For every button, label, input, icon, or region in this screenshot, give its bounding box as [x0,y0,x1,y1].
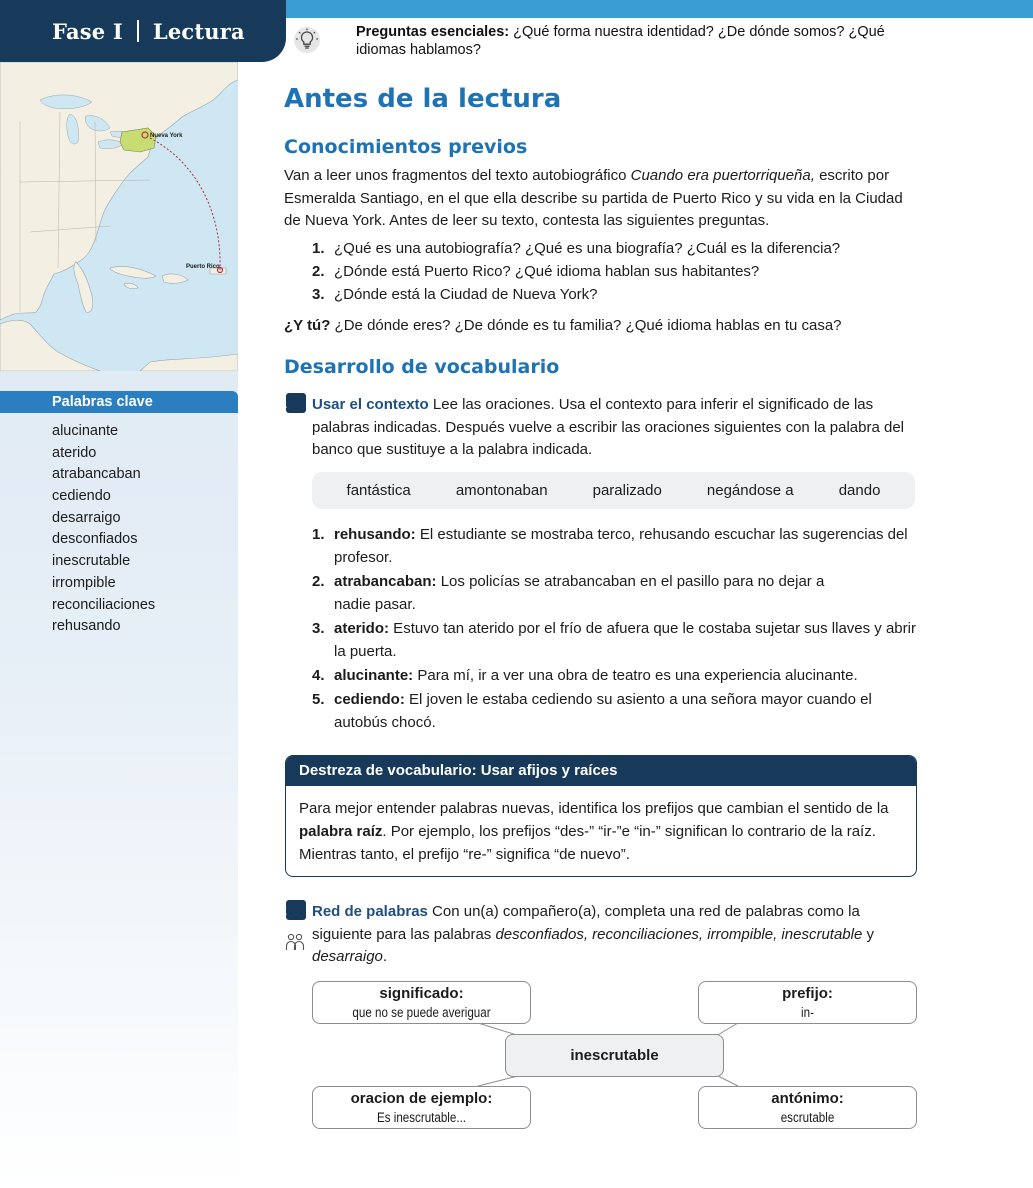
key-word: rehusando [52,618,121,635]
item-text: ¿Qué es una autobiografía? ¿Qué es una biografía? ¿Cuál es la diferencia? [334,240,841,257]
item-text: El estudiante se mostraba terco, rehusando escuchar las sugerencias del profesor. [334,526,908,566]
key-word: desarraigo [52,509,121,526]
skill-body [286,786,916,866]
vocab-word: rehusando: [334,526,416,543]
step-1 [279,393,918,462]
key-word: reconciliaciones [52,596,156,613]
list-item [312,664,918,687]
step-title: Usar el contexto [312,396,429,413]
item-number: 1. [312,240,325,257]
item-text: Estuvo tan aterido por el frío de afuera que le costaba sujetar sus llaves y abrir la puerta. [334,620,916,660]
vocab-heading: Desarrollo de vocabulario [284,356,560,378]
list-item [312,237,918,260]
bank-word: fantástica [346,482,411,499]
map-label-pr: Puerto Rico [186,264,220,270]
key-word: desconfiados [52,531,138,548]
key-word: atrabancaban [52,466,141,483]
item-number: 1. [312,526,325,543]
step-instructions: Lee las oraciones. Usa el contexto para inferir el significado de las palabras indicadas. Después vuelve a escribir las oraciones siguientes con la palabra del banco que sustituye a la palabra indicada. [312,396,905,458]
web-center-word: inescrutable [505,1034,724,1077]
list-item [312,523,918,569]
prefix-label: prefijo: [782,985,833,1002]
skill-text-2: . Por ejemplo, los prefijos “des-” “ir-”e “in-” significan lo contrario de la raíz. Mientras tanto, el prefijo “re-” significa “de nuevo”. [299,823,876,863]
step-words: desconfiados, reconciliaciones, irrompible, inescrutable [495,925,863,943]
key-word: irrompible [52,574,116,591]
essential-text: ¿Qué forma nuestra identidad? ¿De dónde somos? ¿Qué idiomas hablamos? [356,24,885,58]
list-item [312,617,918,663]
step-number-badge: 2 [286,900,306,920]
step-end: . [382,948,388,965]
step-title: Red de palabras [312,903,428,920]
phase-separator [137,20,139,42]
vocab-word: aterido: [334,620,390,637]
item-text: El joven le estaba cediendo su asiento a una señora mayor cuando el autobús chocó. [334,691,872,731]
phase-tab [0,0,286,62]
you-question [284,315,918,338]
vocab-skill-box [285,755,917,877]
lightbulb-icon [293,26,321,54]
page-title: Antes de la lectura [284,84,562,114]
web-box-example [312,1086,531,1129]
you-text: ¿De dónde eres? ¿De dónde es tu familia? ¿Qué idioma hablas en tu casa? [330,317,842,334]
item-number: 3. [312,286,325,303]
phase-label: Fase I [52,18,123,44]
key-words-list [52,421,155,638]
bank-word: negándose a [706,482,794,499]
vocab-sentences-list [312,523,918,735]
antonym-label: antónimo: [771,1090,844,1107]
vocab-word: alucinante: [334,667,414,684]
bank-word: amontonaban [455,482,548,499]
list-item [312,283,918,306]
key-words-header: Palabras clave [0,391,238,413]
item-number: 2. [312,573,325,590]
example-label: oracion de ejemplo: [350,1090,493,1107]
skill-root-word: palabra raíz [299,823,383,840]
prefix-value: in- [801,1005,814,1020]
web-box-antonym [698,1086,917,1129]
antonym-value: escrutable [780,1110,835,1125]
item-number: 5. [312,691,325,708]
essential-label: Preguntas esenciales: [356,24,510,40]
you-label: ¿Y tú? [284,317,331,334]
essential-questions [356,23,916,59]
list-item [312,570,918,616]
web-box-meaning [312,981,531,1024]
key-word: alucinante [52,423,119,439]
key-word: cediendo [52,488,111,505]
meaning-value: que no se puede averiguar [352,1005,491,1020]
step-instructions: Con un(a) compañero(a), completa una red de palabras como la siguiente para las palabras [312,903,860,943]
item-number: 2. [312,263,325,280]
key-word: inescrutable [52,553,131,570]
list-item [312,260,918,283]
bank-word: dando [838,482,881,499]
item-number: 4. [312,667,325,684]
intro-book-title: Cuando era puertorriqueña, [630,167,815,184]
meaning-label: significado: [379,985,464,1002]
step-2 [279,900,918,969]
skill-title: Destreza de vocabulario: Usar afijos y raíces [286,756,916,786]
key-word: aterido [52,444,97,461]
example-value: Es inescrutable... [376,1110,467,1125]
pair-work-icon [285,932,305,952]
step-last-word: desarraigo [312,948,383,965]
step-connector: y [862,925,874,943]
intro-text-1: Van a leer unos fragmentos del texto autobiográfico [284,167,631,184]
web-box-prefix [698,981,917,1024]
map-label-ny: Nueva York [150,133,183,139]
route-map [0,62,238,371]
prior-knowledge-heading: Conocimientos previos [284,136,528,158]
list-item [312,688,918,734]
step-number-badge: 1 [286,393,306,413]
prior-questions-list [312,237,918,306]
word-bank [312,472,915,509]
item-text: ¿Dónde está Puerto Rico? ¿Qué idioma hablan sus habitantes? [334,263,760,280]
vocab-word: cediendo: [334,691,405,708]
item-text: Para mí, ir a ver una obra de teatro es una experiencia alucinante. [413,667,858,684]
intro-text-2: escrito por Esmeralda Santiago, en el que ella describe su partida de Puerto Rico y su vida en la Ciudad de Nueva York. Antes de leer su texto, contesta las siguientes preguntas. [284,167,903,229]
item-text: ¿Dónde está la Ciudad de Nueva York? [334,286,598,303]
prior-knowledge-intro [284,165,918,233]
bank-word: paralizado [592,482,662,499]
section-label: Lectura [152,18,245,44]
item-number: 3. [312,620,325,637]
item-text: Los policías se atrabancaban en el pasillo para no dejar a nadie pasar. [334,573,825,613]
skill-text-1: Para mejor entender palabras nuevas, identifica los prefijos que cambian el sentido de la [299,800,889,817]
vocab-word: atrabancaban: [334,573,437,590]
